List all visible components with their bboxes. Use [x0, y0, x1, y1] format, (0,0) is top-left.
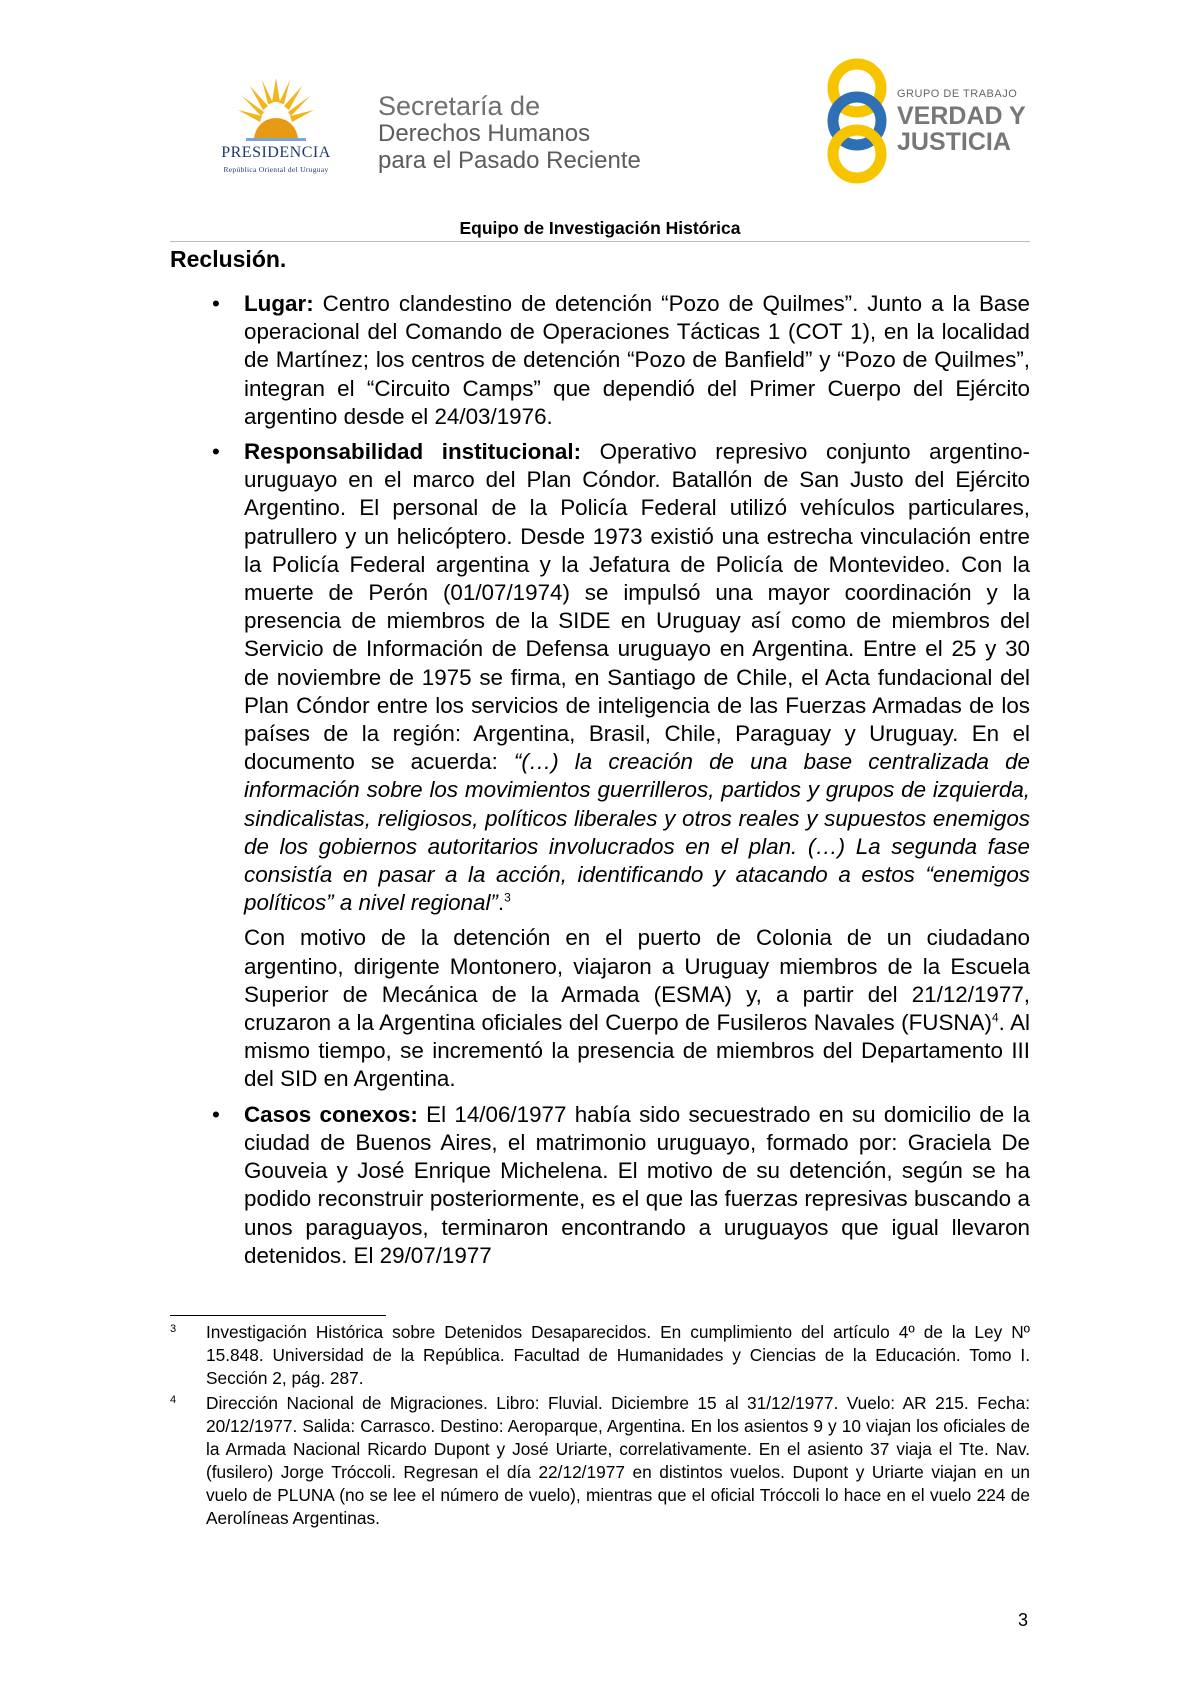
presidencia-logo [196, 76, 356, 176]
secretaria-line2: Derechos Humanos [378, 120, 591, 147]
gvj-line1: VERDAD Y [897, 102, 1026, 130]
bullet-dot: • [212, 1101, 220, 1127]
footnote-text: Dirección Nacional de Migraciones. Libro: Fluvial. Diciembre 15 al 31/12/1977. Vuelo: AR 215. Fecha: 20/12/1977. Salida: Carrasco. Destino: Aeroparque, Argentina. En los asientos 9 y 10 viajan los oficiales de la Armada Nacional Ricardo Dupont y José Uriarte, correlativamente. En el asiento 37 viaja el Tte. Nav. (fusilero) Jorge Tróccoli. Regresan el día 22/12/1977 en distintos vuelos. Dupont y Uriarte viajan en un vuelo de PLUNA (no se lee el número de vuelo), mientras que el oficial Tróccoli lo hace en el vuelo 224 de Aerolíneas Argentinas. [206, 1393, 1030, 1528]
interlocked-rings-icon [822, 58, 892, 184]
bullet-label: Responsabilidad institucional: [244, 439, 582, 465]
footnote-ref-4[interactable]: 4 [991, 1010, 999, 1025]
gvj-line2: JUSTICIA [897, 128, 1011, 156]
footnote-ref-3[interactable]: 3 [504, 890, 511, 905]
secretaria-line3: para el Pasado Reciente [378, 147, 641, 174]
footnote-3 [170, 1321, 1030, 1390]
team-title: Equipo de Investigación Histórica [459, 218, 741, 238]
footnote-4 [170, 1392, 1030, 1530]
footnote-number: 4 [170, 1394, 177, 1406]
presidencia-subtitle: República Oriental del Uruguay [223, 165, 329, 174]
paragraph-text-end: . Al mismo tiempo, se incrementó la presencia de miembros del Departamento III del SID en Argentina. [244, 1010, 1030, 1092]
bullet-dot: • [212, 291, 220, 316]
main-content [170, 290, 1030, 1277]
section-title: Reclusión. [170, 246, 287, 272]
bullet-text: Centro clandestino de detención “Pozo de Quilmes”. Junto a la Base operacional del Comando de Operaciones Tácticas 1 (COT 1), en la localidad de Martínez; los centros de detención “Pozo de Banfield” y “Pozo de Quilmes”, integran el “Circuito Camps” que dependió del Primer Cuerpo del Ejército argentino desde el 24/03/1976. [244, 291, 1030, 429]
bullet-label: Casos conexos: [244, 1101, 418, 1127]
bullet-item-lugar [170, 290, 1030, 431]
footnote-text: Investigación Histórica sobre Detenidos Desaparecidos. En cumplimiento del artículo 4º de la Ley Nº 15.848. Universidad de la República. Facultad de Humanidades y Ciencias de la Educación. Tomo I. Sección 2, pág. 287. [206, 1322, 1030, 1388]
bullet-label: Lugar: [244, 291, 314, 316]
gvj-small-text: GRUPO DE TRABAJO [897, 88, 1018, 100]
paragraph-fusna [170, 924, 1030, 1093]
paragraph-text: Con motivo de la detención en el puerto de Colonia de un ciudadano argentino, dirigente Montonero, viajaron a Uruguay miembros de la Escuela Superior de Mecánica de la Armada (ESMA) y, a partir del 21/12/1977, cruzaron a la Argentina oficiales del Cuerpo de Fusileros Navales (FUSNA) [244, 925, 1030, 1036]
page-header [0, 0, 1191, 200]
footnotes [170, 1321, 1030, 1532]
quote-text: “(…) la creación de una base centralizada de información sobre los movimientos guerrilleros, partidos y grupos de izquierda, sindicalistas, religiosos, políticos liberales y otros reales y supuestos enemigos de los gobiernos autoritarios involucrados en el plan. (…) La segunda fase consistía en pasar a la acción, identificando y atacando a estos “enemigos políticos” a nivel regional” [244, 749, 1030, 916]
verdad-justicia-logo [822, 58, 1042, 184]
footnote-number: 3 [170, 1323, 177, 1335]
bullet-item-responsabilidad [170, 438, 1030, 917]
secretaria-line1: Secretaría de [378, 91, 541, 121]
bullet-text: El 14/06/1977 había sido secuestrado en su domicilio de la ciudad de Buenos Aires, el matrimonio uruguayo, formado por: Graciela De Gouveia y José Enrique Michelena. El motivo de su detención, según se ha podido reconstruir posteriormente, es el que las fuerzas represivas buscando a unos paraguayos, terminaron encontrando a uruguayos que igual llevaron detenidos. El 29/07/1977 [244, 1101, 1030, 1268]
bullet-text: Operativo represivo conjunto argentino-uruguayo en el marco del Plan Cóndor. Batallón de San Justo del Ejército Argentino. El personal de la Policía Federal utilizó vehículos particulares, patrullero y un helicóptero. Desde 1973 existió una estrecha vinculación entre la Policía Federal argentina y la Jefatura de Policía de Montevideo. Con la muerte de Perón (01/07/1974) se impulsó una mayor coordinación y la presencia de miembros de la SIDE en Uruguay así como de miembros del Servicio de Información de Defensa uruguayo en Argentina. Entre el 25 y 30 de noviembre de 1975 se firma, en Santiago de Chile, el Acta fundacional del Plan Cóndor entre los servicios de inteligencia de las Fuerzas Armadas de los países de la región: Argentina, Brasil, Chile, Paraguay y Uruguay. En el documento se acuerda: [244, 439, 1030, 775]
bullet-dot: • [212, 439, 220, 465]
presidencia-title: PRESIDENCIA [221, 144, 331, 161]
secretaria-logo [378, 92, 641, 174]
sun-emblem-icon [236, 76, 316, 146]
page-number: 3 [1018, 1610, 1029, 1630]
quote-end: . [497, 890, 505, 916]
bullet-item-casos [170, 1101, 1030, 1270]
footnote-separator [170, 1315, 386, 1316]
header-divider [170, 241, 1030, 242]
